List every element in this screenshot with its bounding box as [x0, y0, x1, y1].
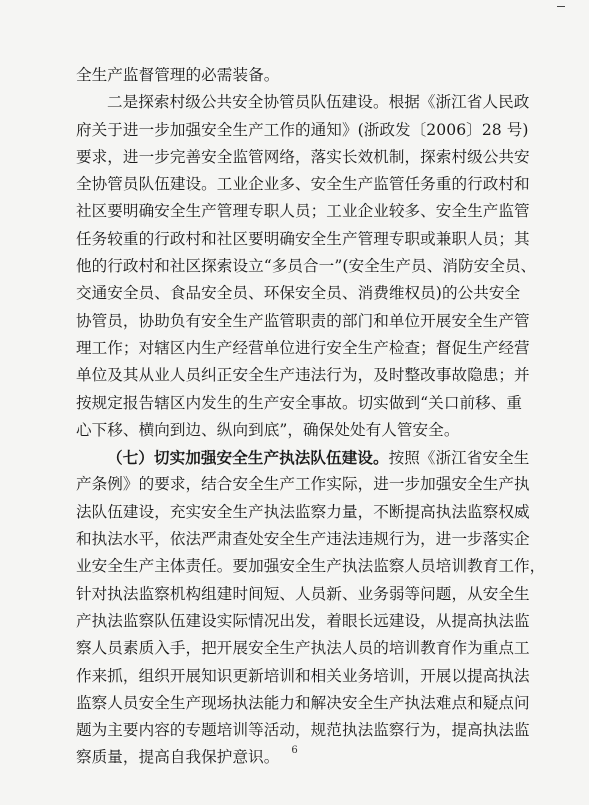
- text-line: 协管员，协助负有安全生产监管职责的部门和单位开展安全生产管: [76, 311, 530, 330]
- text-line: 任务较重的行政村和社区要明确安全生产管理专职或兼职人员；其: [76, 229, 530, 248]
- text-line: 要求，进一步完善安全监管网络，落实长效机制，探索村级公共安: [76, 147, 530, 166]
- text-line: 单位及其从业人员纠正安全生产违法行为，及时整改事故隐患；并: [76, 366, 530, 385]
- text-line: 全协管员队伍建设。工业企业多、安全生产监管任务重的行政村和: [76, 175, 530, 194]
- text-line: 察质量，提高自我保护意识。: [76, 748, 280, 767]
- text-run: 按照《浙江省安全生: [388, 449, 530, 468]
- text-line: 心下移、横向到边、纵向到底”，确保处处有人管安全。: [76, 420, 460, 439]
- text-line: 交通安全员、食品安全员、环保安全员、消费维权员)的公共安全: [76, 284, 521, 303]
- text-line: 社区要明确安全生产管理专职人员；工业企业较多、安全生产监管: [76, 202, 530, 221]
- text-line: 全生产监督管理的必需装备。: [76, 66, 280, 84]
- document-body: [76, 62, 554, 772]
- text-line: 理工作；对辖区内生产经营单位进行安全生产检查；督促生产经营: [76, 338, 530, 357]
- text-line: 府关于进一步加强安全生产工作的通知》(浙政发〔2006〕28 号): [76, 120, 529, 139]
- section-heading-line: [76, 444, 554, 471]
- text-line: 产执法监察队伍建设实际情况出发，着眼长远建设，从提高执法监: [76, 611, 530, 630]
- text-line: 题为主要内容的专题培训等活动，规范执法监察行为，提高执法监: [76, 721, 530, 740]
- text-line: 监察人员安全生产现场执法能力和解决安全生产执法难点和疑点问: [76, 693, 530, 712]
- text-line: 他的行政村和社区探索设立“多员合一”(安全生产员、消防安全员、: [76, 257, 537, 276]
- text-line: 产条例》的要求，结合安全生产工作实际，进一步加强安全生产执: [76, 475, 530, 494]
- text-line: 和执法水平，依法严肃查处安全生产违法违规行为，进一步落实企: [76, 530, 530, 549]
- text-line: 法队伍建设，充实安全生产执法监察力量，不断提高执法监察权威: [76, 502, 530, 521]
- text-line: 针对执法监察机构组建时间短、人员新、业务弱等问题，从安全生: [76, 584, 530, 603]
- section-heading: （七）切实加强安全生产执法队伍建设。: [107, 448, 389, 468]
- text-line: 二是探索村级公共安全协管员队伍建设。根据《浙江省人民政: [107, 93, 530, 112]
- text-line: 按规定报告辖区内发生的生产安全事故。切实做到“关口前移、重: [76, 393, 523, 412]
- scan-mark: [557, 6, 565, 7]
- text-line: 业安全生产主体责任。要加强安全生产执法监察人员培训教育工作，: [76, 557, 546, 576]
- text-line: 察人员素质入手，把开展安全生产执法人员的培训教育作为重点工: [76, 639, 530, 658]
- text-line: 作来抓，组织开展知识更新培训和相关业务培训，开展以提高执法: [76, 666, 530, 685]
- page-number: 6: [291, 745, 298, 756]
